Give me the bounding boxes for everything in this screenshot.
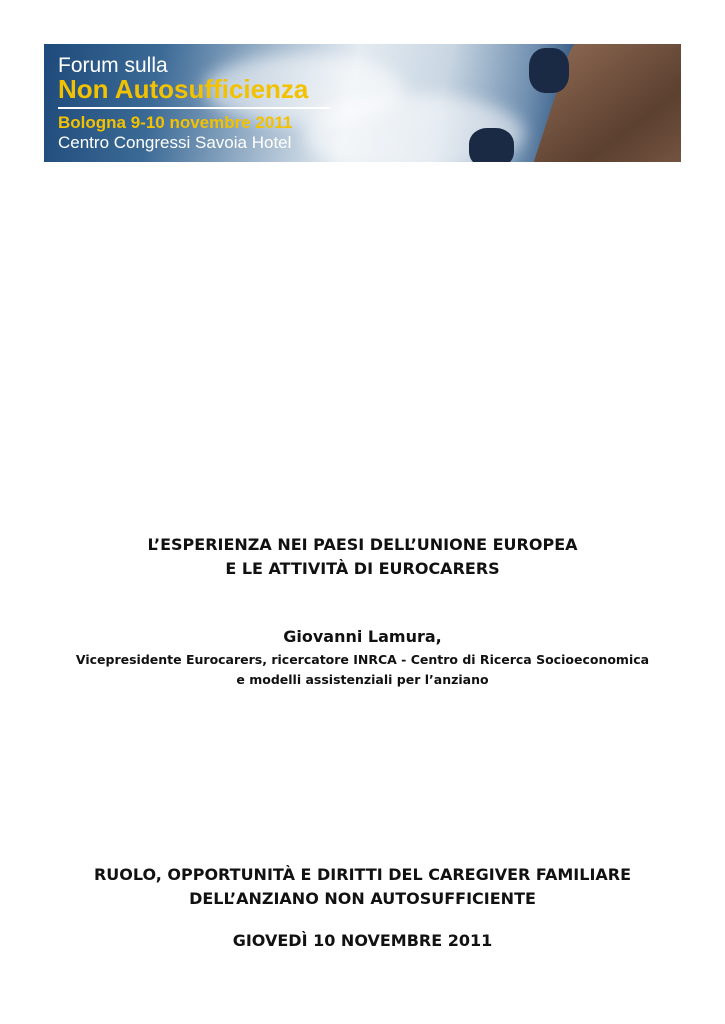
- banner-venue: Centro Congressi Savoia Hotel: [58, 133, 292, 152]
- affiliation-line2: e modelli assistenziali per l’anziano: [236, 672, 489, 687]
- session-date: GIOVEDÌ 10 NOVEMBRE 2011: [232, 931, 493, 950]
- banner-date: Bologna 9-10 novembre 2011: [58, 113, 293, 132]
- session-title-line2: DELL’ANZIANO NON AUTOSUFFICIENTE: [189, 889, 536, 908]
- session-title-line1: RUOLO, OPPORTUNITÀ E DIRITTI DEL CAREGIVER FAMILIARE: [93, 865, 632, 884]
- climber-image: [469, 128, 514, 162]
- banner-title: Non Autosufficienza: [58, 74, 309, 104]
- affiliation-line1: Vicepresidente Eurocarers, ricercatore INRCA - Centro di Ricerca Socioeconomica: [75, 652, 650, 667]
- forum-banner: [44, 44, 681, 162]
- banner-line1: Forum sulla: [58, 54, 168, 77]
- banner-divider: [58, 107, 330, 109]
- talk-title-line2: E LE ATTIVITÀ DI EUROCARERS: [225, 559, 500, 578]
- climber-image: [529, 48, 569, 93]
- talk-title-line1: L’ESPERIENZA NEI PAESI DELL’UNIONE EUROPEA: [147, 535, 578, 554]
- speaker-name: Giovanni Lamura,: [283, 627, 442, 646]
